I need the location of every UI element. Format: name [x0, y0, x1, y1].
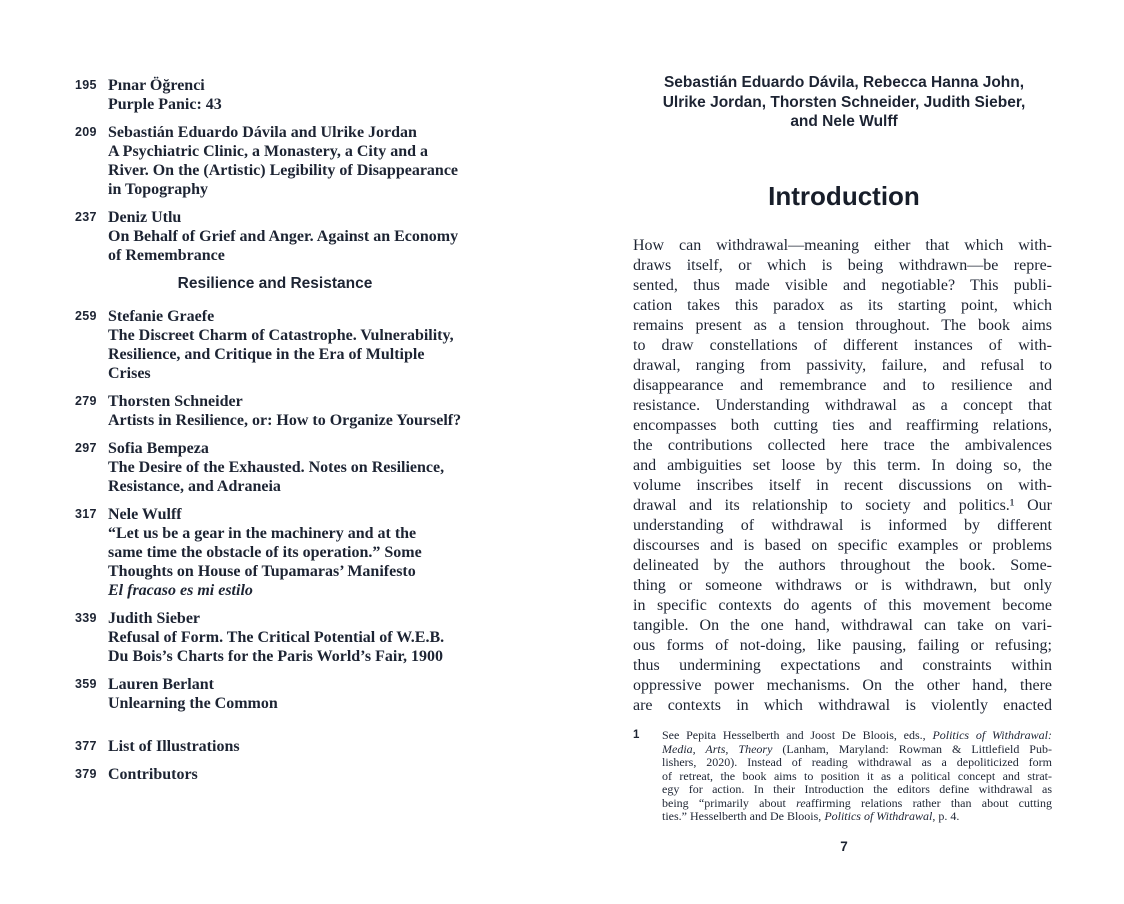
chapter-title: Introduction [768, 181, 920, 211]
body-line: resistance. Understanding withdrawal as a concept that [633, 397, 1052, 414]
body-line: encompasses both cutting ties and reaffirming relations, [633, 417, 1052, 434]
body-line: remains present as a tension throughout. The book aims [633, 317, 1052, 334]
toc-line: Contributors [108, 766, 198, 783]
footnote-line: ties.” Hesselberth and De Bloois, Politics of Withdrawal, p. 4. [662, 809, 960, 823]
footnote-line: of retreat, the book aims to position it as a political concept and strat- [662, 768, 1052, 783]
toc-line: same time the obstacle of its operation.” Some [108, 544, 422, 561]
body-line: tangible. On the one hand, withdrawal can take on vari- [633, 617, 1052, 634]
toc-page-number: 209 [75, 125, 97, 139]
toc-entry [75, 765, 510, 784]
toc-page-number: 377 [75, 739, 97, 753]
toc-entry [75, 439, 510, 496]
toc-entry [75, 737, 510, 756]
body-line: delineated by the authors throughout the book. Some- [633, 557, 1052, 574]
body-line: disappearance and remembrance and to resilience and [633, 377, 1052, 394]
author-line: Ulrike Jordan, Thorsten Schneider, Judith Sieber, [662, 93, 1026, 111]
toc-line: On Behalf of Grief and Anger. Against an Economy [108, 228, 459, 245]
toc-entry [75, 392, 510, 430]
toc-line: of Remembrance [108, 247, 225, 264]
page-number: 7 [840, 839, 848, 854]
toc-page-number: 237 [75, 210, 97, 224]
footnote-text [662, 729, 1052, 824]
toc-line: Thoughts on House of Tupamaras’ Manifesto [108, 563, 416, 580]
body-line: understanding of withdrawal is informed by different [633, 517, 1052, 534]
toc-line: Purple Panic: 43 [108, 96, 222, 113]
toc-line: El fracaso es mi estilo [108, 582, 253, 599]
footnote-number: 1 [633, 729, 640, 741]
toc-section-heading: Resilience and Resistance [177, 275, 373, 292]
toc-line: Crises [108, 365, 151, 382]
table-of-contents [75, 76, 510, 793]
body-text [633, 236, 1052, 716]
body-line: sented, thus made visible and negotiable? This publi- [633, 277, 1052, 294]
author-line: Sebastián Eduardo Dávila, Rebecca Hanna John, [663, 74, 1025, 91]
toc-line: Pınar Öğrenci [108, 77, 205, 94]
toc-line: Thorsten Schneider [108, 393, 243, 410]
toc-entry [75, 609, 510, 666]
footnote-line: lishers, 2020). Instead of reading withdrawal as a depoliticized form [662, 755, 1052, 769]
body-line: How can withdrawal—meaning either that which with- [633, 237, 1052, 254]
toc-entry-text [108, 76, 222, 114]
toc-line: The Desire of the Exhausted. Notes on Resilience, [108, 459, 445, 476]
toc-line: Artists in Resilience, or: How to Organize Yourself? [108, 412, 462, 429]
footnote-line: Media, Arts, Theory (Lanham, Maryland: Rowman & Littlefield Pub- [662, 741, 1052, 756]
toc-page-number: 279 [75, 394, 97, 408]
body-line: to draw constellations of different instances of with- [633, 337, 1052, 354]
toc-entry-text [108, 439, 444, 496]
toc-entry [75, 307, 510, 383]
author-line: and Nele Wulff [790, 113, 898, 130]
body-line: thus undermining expectations and constraints within [633, 657, 1052, 674]
toc-page-number: 297 [75, 441, 97, 455]
footnote-line: being “primarily about reaffirming relations rather than about cutting [662, 795, 1053, 810]
body-line: are contexts in which withdrawal is violently enacted [633, 697, 1052, 714]
body-line: thing or someone withdraws or is withdrawn, but only [633, 577, 1052, 594]
toc-entry [75, 208, 510, 265]
body-line: volume inscribes itself in recent discussions on with- [633, 477, 1052, 494]
toc-entry [75, 675, 510, 713]
body-line: in specific contexts do agents of this movement become [633, 597, 1052, 614]
body-line: draws itself, or which is being withdrawn—be repre- [633, 257, 1052, 274]
body-line: cation takes this paradox as its starting point, which [633, 297, 1052, 314]
toc-entry-text [108, 675, 278, 713]
body-line: drawal and its relationship to society and politics.¹ Our [633, 497, 1052, 514]
toc-line: A Psychiatric Clinic, a Monastery, a City and a [108, 143, 428, 160]
toc-page-number: 339 [75, 611, 97, 625]
toc-page-number: 359 [75, 677, 97, 691]
toc-entry [75, 76, 510, 114]
footnote-line: egy for action. In their Introduction the editors define withdrawal as [662, 782, 1052, 796]
body-line: ous forms of not-doing, like pausing, failing or refusing; [633, 637, 1052, 654]
toc-entry-text [108, 208, 458, 265]
toc-entry-text [108, 505, 422, 600]
toc-line: River. On the (Artistic) Legibility of Disappearance [108, 162, 459, 179]
body-line: the contributions collected here trace the ambivalences [633, 437, 1052, 454]
toc-entry-text [108, 392, 461, 430]
toc-line: Refusal of Form. The Critical Potential of W.E.B. [108, 629, 445, 646]
toc-entry-text [108, 765, 198, 784]
toc-page-number: 379 [75, 767, 97, 781]
toc-line: Lauren Berlant [108, 676, 214, 693]
toc-page-number: 317 [75, 507, 97, 521]
toc-line: in Topography [108, 181, 209, 198]
authors-block [618, 73, 1070, 132]
body-line: and ambiguities set loose by this term. In doing so, the [633, 457, 1052, 474]
footnote-line: See Pepita Hesselberth and Joost De Bloois, eds., Politics of Withdrawal: [662, 728, 1052, 742]
toc-line: Resilience, and Critique in the Era of Multiple [108, 346, 425, 363]
toc-page-number: 259 [75, 309, 97, 323]
body-line: discourses and is based on specific examples or problems [633, 537, 1052, 554]
toc-line: List of Illustrations [108, 738, 240, 755]
toc-entry-text [108, 737, 240, 756]
toc-line: The Discreet Charm of Catastrophe. Vulnerability, [108, 327, 454, 344]
toc-line: Deniz Utlu [108, 209, 182, 226]
toc-page-number: 195 [75, 78, 97, 92]
toc-entry-text [108, 307, 454, 383]
toc-line: Nele Wulff [108, 506, 182, 523]
toc-line: Unlearning the Common [108, 695, 278, 712]
toc-line: Resistance, and Adraneia [108, 478, 281, 495]
footnote [633, 729, 1052, 824]
body-line: oppressive power mechanisms. On the other hand, there [633, 677, 1052, 694]
toc-line: Stefanie Graefe [108, 308, 215, 325]
body-line: drawal, ranging from passivity, failure, and refusal to [633, 357, 1052, 374]
toc-line: Sofia Bempeza [108, 440, 209, 457]
toc-entry-text [108, 123, 458, 199]
toc-line: Judith Sieber [108, 610, 201, 627]
toc-line: Sebastián Eduardo Dávila and Ulrike Jordan [108, 124, 417, 141]
toc-entry-text [108, 609, 444, 666]
toc-entry [75, 505, 510, 600]
toc-line: Du Bois’s Charts for the Paris World’s Fair, 1900 [108, 648, 443, 665]
toc-line: “Let us be a gear in the machinery and at the [108, 525, 417, 542]
toc-entry [75, 123, 510, 199]
